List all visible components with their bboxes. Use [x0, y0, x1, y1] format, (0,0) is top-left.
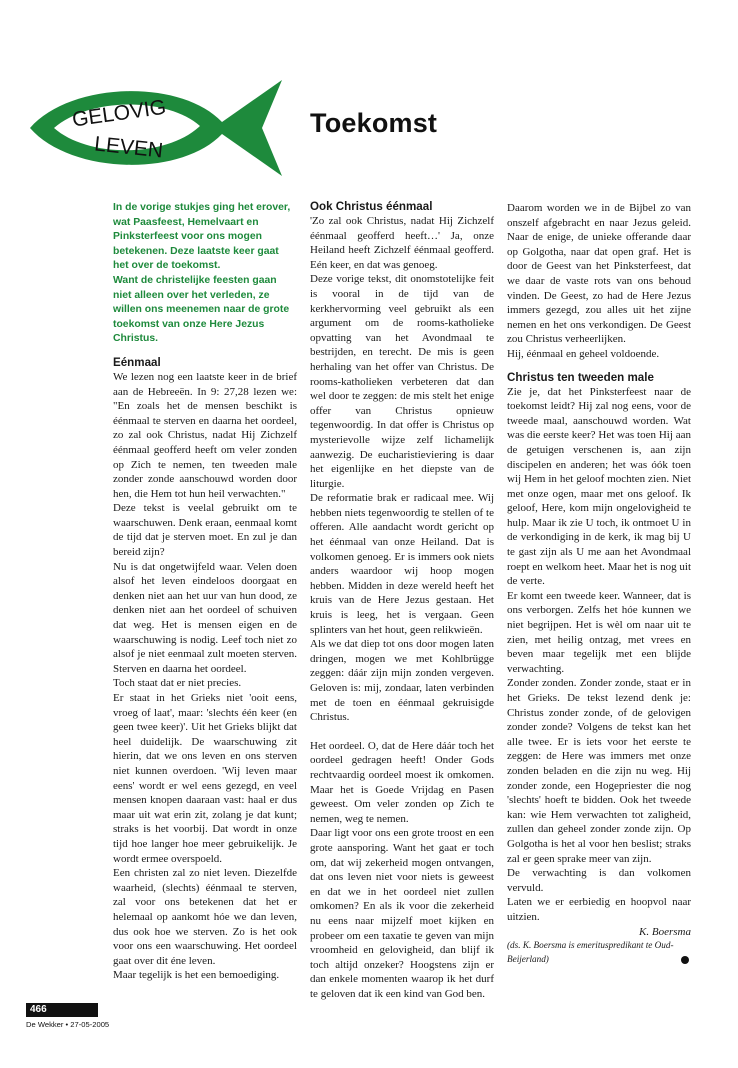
paragraph-gap — [310, 725, 494, 739]
body-paragraph: Toch staat dat er niet precies. — [113, 677, 242, 690]
gelovig-leven-fish-logo — [24, 72, 288, 182]
body-paragraph: Er komt een tweede keer. Wanneer, dat is ons verborgen. Zelfs het hóe kunnen we niet begrijpen. Het is wèl om naar uit te zien, met heilig ontzag, met vrees en beven maar tegelijk met een blijde verwachting. — [507, 589, 691, 675]
article-title: Toekomst — [310, 108, 438, 138]
body-paragraph: Er staat in het Grieks niet 'ooit eens, vroeg of laat', maar: 'slechts één keer (en geen twee keer)'. Uit het Grieks blijkt dat heel duidelijk. De waarschuwing zit hierin, dat we ons leven en ons sterven niet kunnen overdoen. 'Wij leven maar eens' wordt er wel eens gezegd, en veel mensen knopen daaraan vast: haal er dus maar uit wat erin zit, zolang je dat kunt; straks is het voorbij. Dat wordt in onze tijd hoe langer hoe meer gebruikelijk. Je wordt ermee overspoeld. — [113, 692, 297, 865]
body-paragraph: We lezen nog een laatste keer in de brief aan de Hebreeën. In 9: 27,28 lezen we: "En zoals het de mensen beschikt is éénmaal te sterven en daarna het oordeel, zo zal ook Christus, nadat Hij Zichzelf éénmaal geofferd heeft om veler zonden op Zich te nemen, ten tweeden male zonder zonde aanschouwd worden door hen, die Hem tot hun heil verwachten." — [113, 370, 297, 500]
page-number: 466 — [26, 1003, 98, 1017]
body-paragraph: De verwachting is dan volkomen vervuld. — [507, 867, 691, 894]
body-paragraph: Daar ligt voor ons een grote troost en een grote aansporing. Want het gaat er toch om, dat wij zekerheid mogen ontvangen, dat ons leven niet voor niets is geweest en dat we in het oordeel niet zullen omkomen? En als ik voor die zekerheid nu eens naar mijzelf moet kijken en probeer om een taxatie te geven van mijn vroomheid en gelovigheid, dan blijf ik toch altijd onzeker? Hoogstens zijn er dan enkele momenten waarop ik het durf te geloven dat ik een kind van God ben. — [310, 827, 494, 1000]
body-paragraph: 'Zo zal ook Christus, nadat Hij Zichzelf éénmaal geofferd heeft…' Ja, onze Heiland heeft Zichzelf éénmaal geofferd. Eén keer, en dat was genoeg. — [310, 215, 494, 271]
logo-text-gelovig: GELOVIG — [70, 95, 168, 132]
section-heading-ook-christus: Ook Christus éénmaal — [310, 200, 433, 213]
section-heading-tweeden-male: Christus ten tweeden male — [507, 370, 654, 384]
body-paragraph: Deze tekst is veelal gebruikt om te waarschuwen. Denk eraan, eenmaal komt de tijd dat je sterven moet. En zul je dan bereid zijn? — [113, 502, 297, 559]
column-3 — [507, 201, 691, 966]
author-note: (ds. K. Boersma is emerituspredikant te Oud-Beijerland) — [507, 940, 674, 964]
logo-text-leven: LEVEN — [93, 132, 165, 163]
body-paragraph: Deze vorige tekst, dit onomstotelijke feit is vooral in de tijd van de kerkhervorming veel gebruikt als een argument om de rooms-katholieke opvatting van het Avondmaal te bestrijden, en terecht. De mis is geen herhaling van het offer van Christus. De rooms-katholieken verbeteren dat dan wel door te zeggen: de mis stelt het enige offer van Christus opnieuw tegenwoordig. In dat offer is Christus op mysterievolle wijze zelf lichamelijk aanwezig. De eucharistieviering is daar het eigenlijke en het diepste van de liturgie. — [310, 273, 494, 490]
body-paragraph: Als we dat diep tot ons door mogen laten dringen, mogen we met Kohlbrügge zeggen: dáár zijn mijn zonden vergeven. Geloven is: mij, zondaar, laten verbinden met de toen en éénmaal gekruisigde Christus. — [310, 638, 494, 724]
column-1 — [113, 201, 297, 983]
body-paragraph: Een christen zal zo niet leven. Diezelfde waarheid, (slechts) éénmaal te sterven, zal voor ons betekenen dat het er helemaal op aankomt hóe we dan leven, dus ook hoe we sterven. Zo is het ook voor ons een waarschuwing. Het oordeel gaat over dit éne leven. — [113, 867, 297, 967]
column-2 — [310, 201, 494, 1001]
intro-paragraph: In de vorige stukjes ging het erover, wat Paasfeest, Hemelvaart en Pinksterfeest voor ons mogen betekenen. Deze laatste keer gaat het over de toekomst. — [113, 202, 291, 272]
body-paragraph: Hij, éénmaal en geheel voldoende. — [507, 347, 660, 360]
body-paragraph: De reformatie brak er radicaal mee. Wij hebben niets tegenwoordig te stellen of te offeren. Alle aandacht wordt gericht op het éénmaal van onze Heiland. Dat is volkomen genoeg. Er is immers ook niets anders waardoor wij hoop mogen hebben. Midden in deze wereld heeft het kruis van de Here Jezus gestaan. Het kruis is leeg, het is vergaan. Geen splinters van het hout, geen relikwieën. — [310, 492, 494, 636]
author-signature: K. Boersma — [639, 925, 691, 938]
body-paragraph: Laten we er eerbiedig en hoopvol naar uitzien. — [507, 896, 691, 923]
body-paragraph: Zonder zonden. Zonder zonde, staat er in het Grieks. De tekst lezend denk je: Christus zonder zonde, of de gelovigen zonder zonde? Volgens de tekst kan het alle twee. Er is iets voor het eerste te zeggen: de Here was immers met onze zonden beladen en die zijn nu weg. Hij zonder zonde, een Hogepriester die nog 'slechts' hoeft te bidden. Ook het tweede kan: wie Hem verwachten tot zaligheid, zullen dan geheel zonder zonde zijn. Op Golgotha is het al voor hen beslist; straks zal er geen sprake meer van zijn. — [507, 677, 691, 865]
publication-footer: De Wekker • 27-05-2005 — [26, 1020, 110, 1029]
body-paragraph: Maar tegelijk is het een bemoediging. — [113, 969, 280, 982]
body-paragraph: Daarom worden we in de Bijbel zo van onszelf afgebracht en naar Jezus geleid. Naar de enige, de unieke offerande daar op Golgotha, naar dat open graf. Het is door de Geest van het Pinksterfeest, dat we daar de vaste rots van ons behoud vinden. De Geest, zo had de Here Jezus immers gezegd, zou alles uit het zijne nemen en het ons verkondigen. De Geest zou Christus verheerlijken. — [507, 202, 691, 346]
section-heading-eenmaal: Eénmaal — [113, 355, 161, 369]
intro-lead — [113, 201, 297, 347]
body-paragraph: Zie je, dat het Pinksterfeest naar de toekomst leidt? Hij zal nog eens, voor de tweede maal, aanschouwd worden. Wat was die eerste keer? Het was toen Hij aan de getuigen verschenen is, aan zijn discipelen en anderen; het was óók toen wij Hem in het geloof mochten zien. Niet met onze ogen, maar met ons geloof. Ik geloof, Here, kom mijn ongelovigheid te hulp. Maar ik zie U toch, ik ontmoet U in de verkondiging in de kerk, ik mag bij U te gast zijn als U me aan het Avondmaal roept en welkom heet. Maar het is nog uit de verte. — [507, 385, 691, 588]
body-paragraph: Het oordeel. O, dat de Here dáár toch het oordeel gedragen heeft! Onder Gods rechtvaardig oordeel moest ik omkomen. Maar het is Goede Vrijdag en Pasen geweest. Om veler zonden op Zich te nemen, weg te nemen. — [310, 739, 494, 825]
body-paragraph: Nu is dat ongetwijfeld waar. Velen doen alsof het leven eindeloos doorgaat en denken niet aan het uur van hun dood, ze denken niet aan het oordeel of schuiven dat weg. Het is mensen eigen en de waarschuwing is nodig. Leef toch niet zo alsof je niet eenmaal zult moeten sterven. Sterven en daarna het oordeel. — [113, 560, 297, 675]
intro-paragraph: Want de christelijke feesten gaan niet alleen over het verleden, ze willen ons meenemen naar de grote toekomst van onze Here Jezus Christus. — [113, 274, 290, 345]
